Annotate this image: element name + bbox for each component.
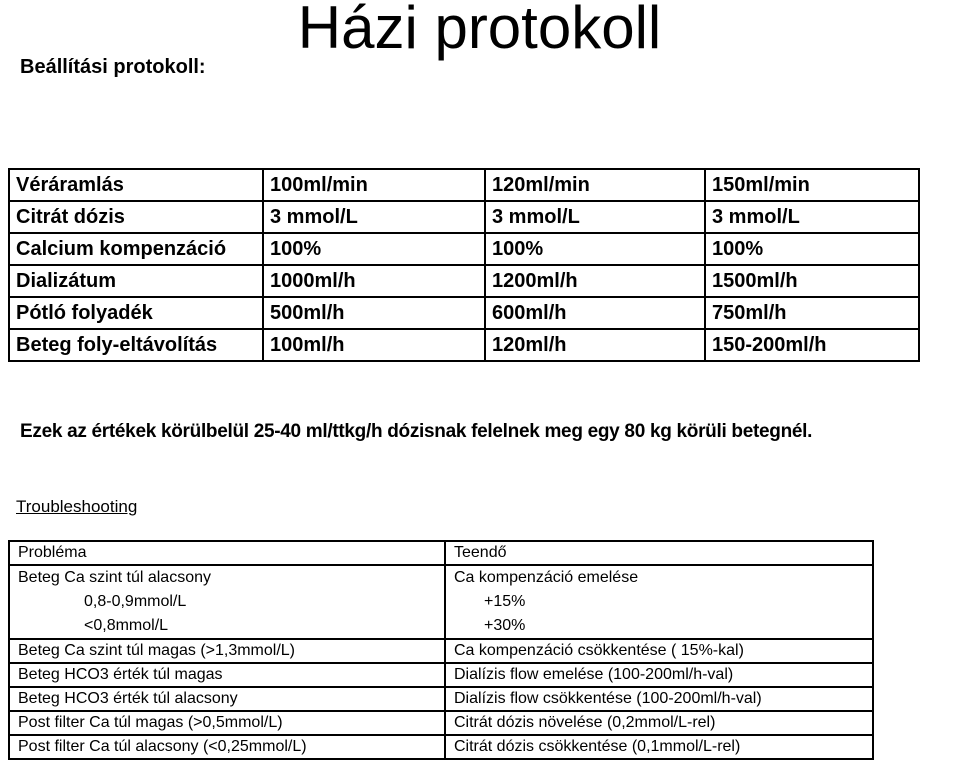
table-cell: Véráramlás <box>9 169 263 201</box>
problem-cell: Beteg HCO3 érték túl magas <box>9 663 445 687</box>
action-cell: Dialízis flow emelése (100-200ml/h-val) <box>445 663 873 687</box>
action-cell: Ca kompenzáció csökkentése ( 15%-kal) <box>445 639 873 663</box>
table-cell: 150ml/min <box>705 169 919 201</box>
troubleshooting-table <box>8 540 874 760</box>
table-row <box>9 735 873 759</box>
table-row <box>9 663 873 687</box>
section-subtitle: Beállítási protokoll: <box>20 56 206 78</box>
action-text: Ca kompenzáció emelése <box>454 569 639 586</box>
action-cell: Dialízis flow csökkentése (100-200ml/h-val) <box>445 687 873 711</box>
problem-cell: Beteg Ca szint túl magas (>1,3mmol/L) <box>9 639 445 663</box>
table-cell: 3 mmol/L <box>705 201 919 233</box>
table-cell: 100% <box>263 233 485 265</box>
table-cell: 100ml/h <box>263 329 485 361</box>
table-row <box>9 687 873 711</box>
table-row <box>9 711 873 735</box>
problem-cell: Beteg HCO3 érték túl alacsony <box>9 687 445 711</box>
settings-table <box>8 168 920 362</box>
table-row <box>9 297 919 329</box>
table-row <box>9 265 919 297</box>
table-cell: 150-200ml/h <box>705 329 919 361</box>
action-cell: Citrát dózis csökkentése (0,1mmol/L-rel) <box>445 735 873 759</box>
table-cell: 3 mmol/L <box>263 201 485 233</box>
dose-note: Ezek az értékek körülbelül 25-40 ml/ttkg/h dózisnak felelnek meg egy 80 kg körüli betegnél. <box>20 421 813 442</box>
problem-cell: Post filter Ca túl alacsony (<0,25mmol/L) <box>9 735 445 759</box>
table-cell: 1200ml/h <box>485 265 705 297</box>
problem-text: Beteg Ca szint túl alacsony <box>18 569 211 586</box>
table-cell: Pótló folyadék <box>9 297 263 329</box>
troubleshooting-title: Troubleshooting <box>16 497 138 516</box>
table-row <box>9 201 919 233</box>
action-subitem: +30% <box>484 617 526 634</box>
table-cell: Citrát dózis <box>9 201 263 233</box>
table-cell: 750ml/h <box>705 297 919 329</box>
problem-subitem: <0,8mmol/L <box>84 617 169 634</box>
table-cell: 3 mmol/L <box>485 201 705 233</box>
action-cell <box>445 565 873 639</box>
page-title: Házi protokoll <box>297 0 662 61</box>
table-cell: 120ml/min <box>485 169 705 201</box>
table-row <box>9 169 919 201</box>
action-cell: Citrát dózis növelése (0,2mmol/L-rel) <box>445 711 873 735</box>
header-action: Teendő <box>445 541 873 565</box>
table-cell: 100ml/min <box>263 169 485 201</box>
table-cell: 100% <box>485 233 705 265</box>
table-cell: 600ml/h <box>485 297 705 329</box>
table-cell: Beteg foly-eltávolítás <box>9 329 263 361</box>
table-header-row <box>9 541 873 565</box>
table-row <box>9 329 919 361</box>
table-cell: Dializátum <box>9 265 263 297</box>
header-problem: Probléma <box>9 541 445 565</box>
problem-cell <box>9 565 445 639</box>
table-cell: 100% <box>705 233 919 265</box>
problem-subitem: 0,8-0,9mmol/L <box>84 593 187 610</box>
action-subitem: +15% <box>484 593 526 610</box>
table-row <box>9 639 873 663</box>
table-cell: 120ml/h <box>485 329 705 361</box>
table-cell: 1000ml/h <box>263 265 485 297</box>
problem-cell: Post filter Ca túl magas (>0,5mmol/L) <box>9 711 445 735</box>
table-cell: 500ml/h <box>263 297 485 329</box>
table-row <box>9 233 919 265</box>
table-cell: Calcium kompenzáció <box>9 233 263 265</box>
table-cell: 1500ml/h <box>705 265 919 297</box>
table-row <box>9 565 873 639</box>
